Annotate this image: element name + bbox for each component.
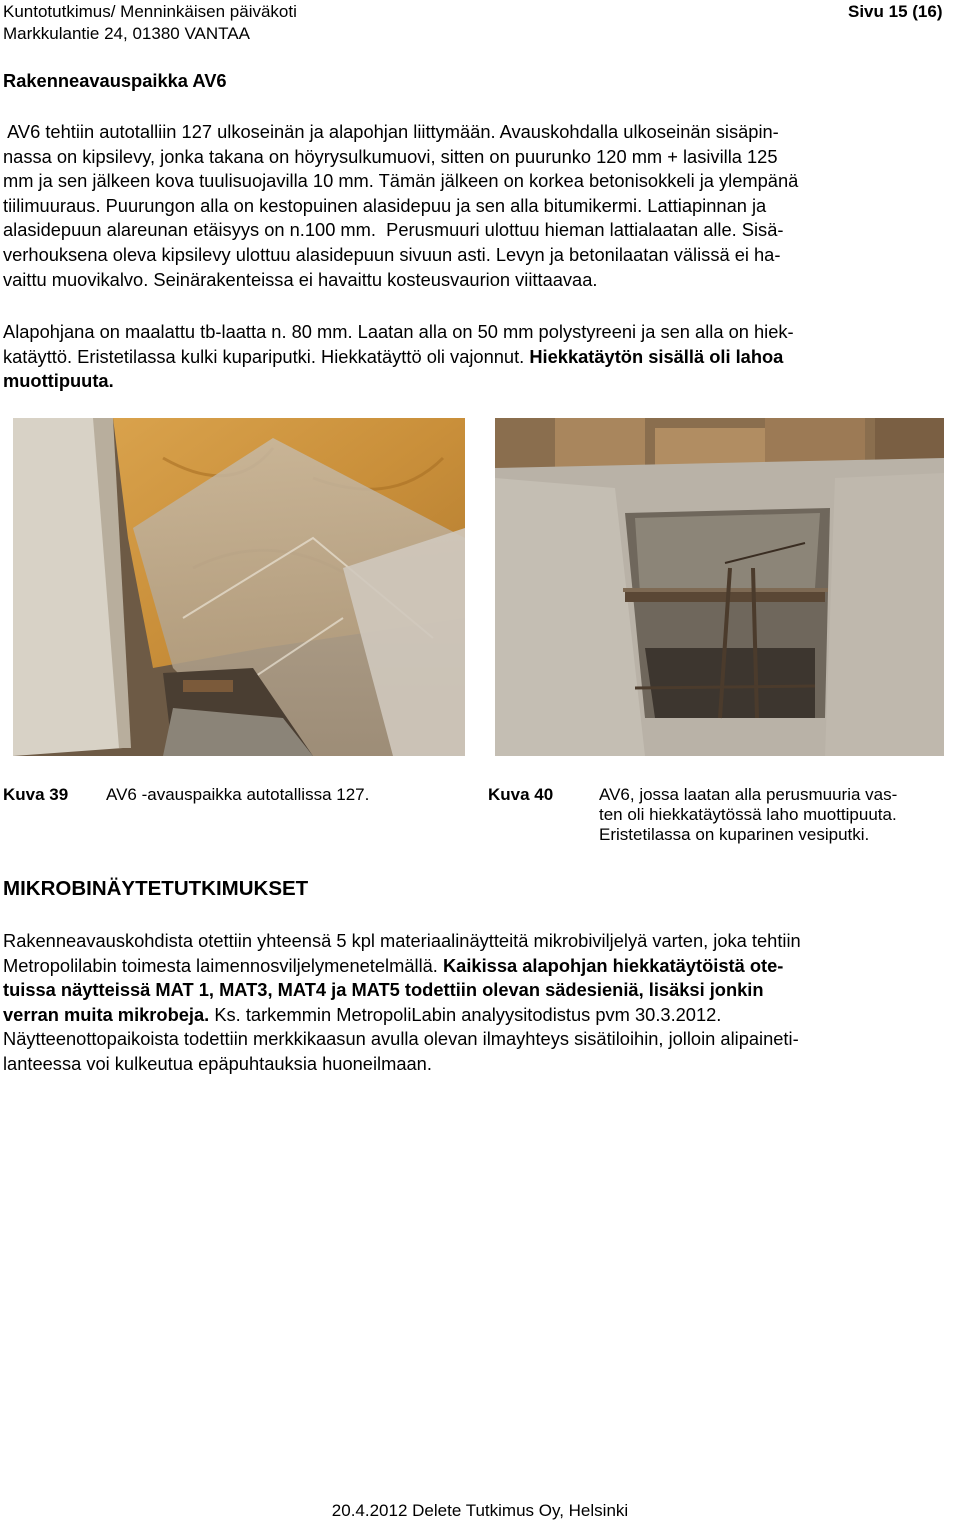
caption-text-39: AV6 -avauspaikka autotallissa 127.	[106, 785, 370, 804]
paragraph-emphasis: Kaikissa alapohjan hiekkatäytöistä ote-	[442, 954, 784, 976]
paragraph-emphasis: tuissa näytteissä MAT 1, MAT3, MAT4 ja MAT5 todettiin olevan sädesieniä, lisäksi jonkin	[3, 979, 764, 1001]
paragraph-line: alasidepuun alareunan etäisyys on n.100 mm. Perusmuuri ulottuu hieman lattialaatan alle. Sisä-	[3, 219, 784, 241]
paragraph-line: lanteessa voi kulkeutua epäpuhtauksia huoneilmaan.	[3, 1052, 432, 1074]
caption-line: AV6, jossa laatan alla perusmuuria vas-	[599, 785, 898, 804]
paragraph-emphasis: verran muita mikrobeja.	[3, 1003, 210, 1025]
caption-text-40	[599, 785, 959, 845]
paragraph-line: Alapohjana on maalattu tb-laatta n. 80 mm. Laatan alla on 50 mm polystyreeni ja sen alla on hiek-	[3, 321, 794, 342]
header-address: Markkulantie 24, 01380 VANTAA	[3, 24, 250, 43]
caption-label-39: Kuva 39	[3, 785, 69, 804]
paragraph-line	[3, 345, 958, 370]
caption-line: Eristetilassa on kuparinen vesiputki.	[599, 825, 870, 844]
caption-line: ten oli hiekkatäytössä laho muottipuuta.	[599, 805, 897, 824]
paragraph-line: verhouksena oleva kipsilevy ulottuu alasidepuun sivuun asti. Levyn ja betonilaatan välissä ei ha-	[3, 243, 781, 265]
paragraph-floor-description	[3, 320, 958, 394]
paragraph-emphasis: Hiekkatäytön sisällä oli lahoa	[529, 345, 784, 367]
paragraph-av6-description	[3, 120, 958, 292]
paragraph-emphasis: muottipuuta.	[3, 370, 114, 392]
paragraph-line: tiilimuuraus. Puurungon alla on kestopuinen alasidepuu ja sen alla bitumikermi. Lattiapinnan ja	[3, 194, 767, 216]
photo-av6-wall-opening	[13, 418, 465, 756]
paragraph-line	[3, 1003, 958, 1028]
paragraph-text: Metropolilabin toimesta laimennosviljelymenetelmällä.	[3, 954, 443, 976]
caption-label-40: Kuva 40	[488, 785, 554, 804]
paragraph-text: Ks. tarkemmin MetropoliLabin analyysitodistus pvm 30.3.2012.	[209, 1003, 722, 1025]
photo-av6-slab-opening	[495, 418, 944, 756]
paragraph-line: nassa on kipsilevy, jonka takana on höyrysulkumuovi, sitten on puurunko 120 mm + lasivilla 125	[3, 145, 778, 167]
header-title: Kuntotutkimus/ Menninkäisen päiväkoti	[3, 2, 297, 21]
paragraph-line: mm ja sen jälkeen kova tuulisuojavilla 10 mm. Tämän jälkeen on korkea betonisokkeli ja ylempänä	[3, 170, 799, 192]
section-heading-av6: Rakenneavauspaikka AV6	[3, 70, 227, 91]
paragraph-text: katäyttö. Eristetilassa kulki kupariputki. Hiekkatäyttö oli vajonnut.	[3, 345, 530, 367]
page-number: Sivu 15 (16)	[848, 2, 943, 21]
section-heading-microbes: MIKROBINÄYTETUTKIMUKSET	[3, 877, 309, 900]
paragraph-microbe-results	[3, 929, 958, 1077]
paragraph-line	[3, 954, 958, 979]
paragraph-line: vaittu muovikalvo. Seinärakenteissa ei havaittu kosteusvaurion viittaavaa.	[3, 268, 598, 290]
paragraph-line: Näytteenottopaikoista todettiin merkkikaasun avulla olevan ilmayhteys sisätiloihin, jolloin alipaineti-	[3, 1028, 799, 1050]
paragraph-line: Rakenneavauskohdista otettiin yhteensä 5 kpl materiaalinäytteitä mikrobiviljelyä varten, joka tehtiin	[3, 930, 801, 951]
paragraph-line: AV6 tehtiin autotalliin 127 ulkoseinän ja alapohjan liittymään. Avauskohdalla ulkoseinän sisäpin-	[3, 121, 779, 142]
page-footer: 20.4.2012 Delete Tutkimus Oy, Helsinki	[331, 1501, 629, 1520]
